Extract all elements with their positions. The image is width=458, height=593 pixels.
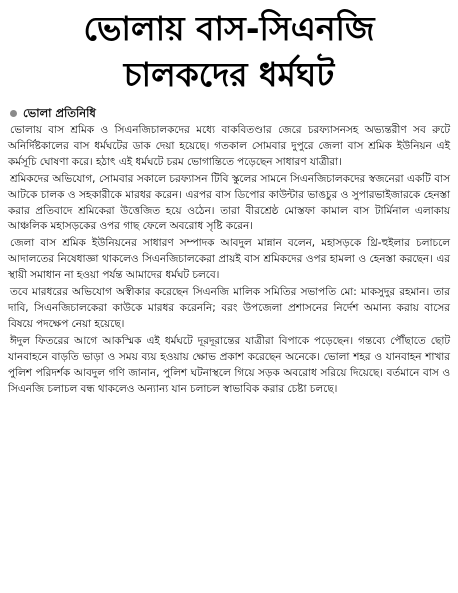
paragraph-4: তবে মারধরের অভিযোগ অস্বীকার করেছেন সিএনজি মালিক সমিতির সভাপতি মো: মাকসুদুর রহমান। তার দাবি, সিএনজিচালকেরা কাউকে মারধর করেননি; বরং উপজেলা প্রশাসনের নির্দেশ অমান্য করায় বাসের বিষয়ে পদক্ষেপ নেয়া হয়েছে।: [8, 286, 450, 330]
headline: [8, 6, 450, 98]
bullet-icon: [10, 110, 17, 117]
headline-line-2: চালকদের ধর্মঘট: [123, 55, 335, 94]
article-body: [8, 123, 450, 397]
paragraph-5: ঈদুল ফিতরের আগে আকস্মিক এই ধর্মঘটে দূরদূরান্তের যাত্রীরা বিপাকে পড়েছেন। গন্তব্যে পৌঁছাতে ছোট যানবাহনে বাড়তি ভাড়া ও সময় ব্যয় হওয়ায় ক্ষোভ প্রকাশ করেছেন অনেকে। ভোলা শহর ও যানবাহন শাখার পুলিশ পরিদর্শক আবদুল গণি জানান, পুলিশ ঘটনাস্থলে গিয়ে সড়ক অবরোধ সরিয়ে দিয়েছে। বর্তমানে বাস ও সিএনজি চলাচল বন্ধ থাকলেও অন্যান্য যান চলাচল স্বাভাবিক করার চেষ্টা চলছে।: [8, 334, 450, 395]
paragraph-1: ভোলায় বাস শ্রমিক ও সিএনজিচালকদের মধ্যে বাকবিতণ্ডার জেরে চরফ্যাসনসহ অভ্যন্তরীণ সব রুটে অনির্দিষ্টকালের বাস ধর্মঘটের ডাক দেয়া হয়েছে। গতকাল সোমবার দুপুরে জেলা বাস শ্রমিক ইউনিয়ন এই কর্মসূচি ঘোষণা করে। হঠাৎ এই ধর্মঘটে চরম ভোগান্তিতে পড়েছেন সাধারণ যাত্রীরা।: [8, 124, 450, 168]
headline-line-1: ভোলায় বাস-সিএনজি: [83, 9, 375, 48]
paragraph-2: শ্রমিকদের অভিযোগ, সোমবার সকালে চরফ্যাসন টিবি স্কুলের সামনে সিএনজিচালকদের স্বজনেরা একটি বাস আটকে চালক ও সহকারীকে মারধর করেন। এরপর বাস ডিপোর কাউন্টার ভাঙচুর ও সুপারভাইজারকে হেনস্তা করার প্রতিবাদে শ্রমিকেরা উত্তেজিত হয়ে ওঠেন। তারা বীরশ্রেষ্ঠ মোস্তফা কামাল বাস টার্মিনাল এলাকায় আঞ্চলিক মহাসড়কের ওপর গাছ ফেলে অবরোধ সৃষ্টি করেন।: [8, 172, 450, 233]
byline: [8, 106, 450, 121]
paragraph-3: জেলা বাস শ্রমিক ইউনিয়নের সাধারণ সম্পাদক আবদুল মান্নান বলেন, মহাসড়কে থ্রি-হুইলার চলাচলে আদালতের নিষেধাজ্ঞা থাকলেও সিএনজিচালকেরা প্রায়ই বাস শ্রমিকদের ওপর হামলা ও হেনস্তা করছেন। এর স্থায়ী সমাধান না হওয়া পর্যন্ত আমাদের ধর্মঘট চলবে।: [8, 237, 450, 282]
byline-text: ভোলা প্রতিনিধি: [23, 106, 96, 120]
